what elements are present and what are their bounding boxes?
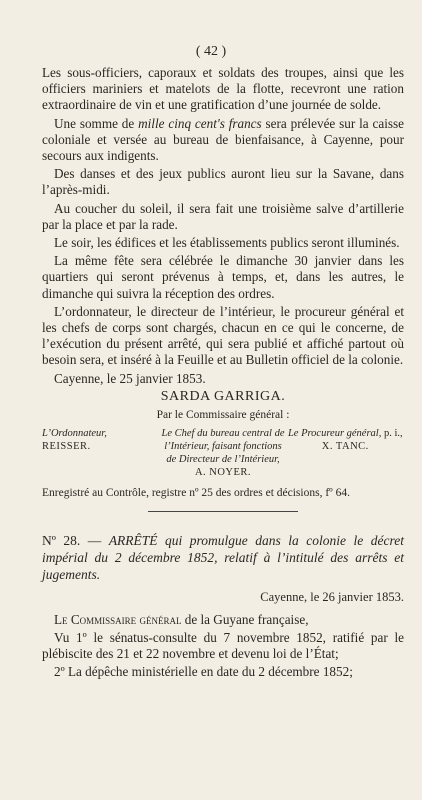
signature-left: L’Ordonnateur, REISSER. [42,428,107,453]
vu-1: Vu 1º le sénatus-consulte du 7 novembre 1852, ratifié par le plébiscite des 21 et 22 novembre et devenu loi de l’État; [42,629,404,662]
signature-right: Le Procureur général, p. i., X. TANC. [287,428,403,453]
paragraph-2: Une somme de mille cinq cent's francs sera prélevée sur la caisse coloniale et versée au bureau de bienfaisance, à Cayenne, pour secours aux indigents. [42,115,404,164]
paragraph-7: L’ordonnateur, le directeur de l’intérieur, le procureur général et les chefs de corps sont chargés, chacun en ce qui le concerne, de l’exécution du présent arrêté, qui sera publié et affiché partout où besoin sera, et inséré à la Feuille et au Bulletin officiel de la colonie. [42,303,404,368]
paragraph-3: Des danses et des jeux publics auront lieu sur la Savane, dans l’après-midi. [42,166,404,198]
paragraph-5: Le soir, les édifices et les établissements publics seront illuminés. [54,235,400,251]
date-line: Cayenne, le 25 janvier 1853. [54,370,206,386]
paragraph-4: Au coucher du soleil, il sera fait une troisième salve d’artillerie par la place et par la rade. [42,200,404,232]
signature-main: SARDA GARRIGA. [160,388,286,404]
registration-note: Enregistré au Contrôle, registre nº 25 des ordres et décisions, fº 64. [42,487,350,500]
paragraph-1: Les sous-officiers, caporaux et soldats des troupes, ainsi que les officiers mariniers et matelots de la flotte, recevront une ration extraordinaire de vin et une gratification d’une journée de solde. [42,65,404,113]
decree-date: Cayenne, le 26 janvier 1853. [260,590,404,605]
vu-2: 2º La dépêche ministérielle en date du 2 décembre 1852; [54,664,353,680]
paragraph-6: La même fête sera célébrée le dimanche 30 janvier dans les quartiers qui seront prévenus à temps, et, dans les autres, le dimanche qui suivra la réception des ordres. [42,253,404,301]
signature-role: Par le Commissaire général : [156,409,290,422]
page-body [42,65,404,682]
commissaire-line: Le Commissaire général de la Guyane française, [54,611,309,627]
signature-center: Le Chef du bureau central de l’Intérieur, faisant fonctions de Directeur de l’Intérieur, A. NOYER. [161,428,285,479]
divider [148,511,298,512]
signature-block [42,427,404,479]
decree-title: Nº 28. — ARRÊTÉ qui promulgue dans la colonie le décret impérial du 2 décembre 1852, relatif à l’intitulé des arrêts et jugements. [42,533,404,583]
page-number: ( 42 ) [195,44,227,59]
